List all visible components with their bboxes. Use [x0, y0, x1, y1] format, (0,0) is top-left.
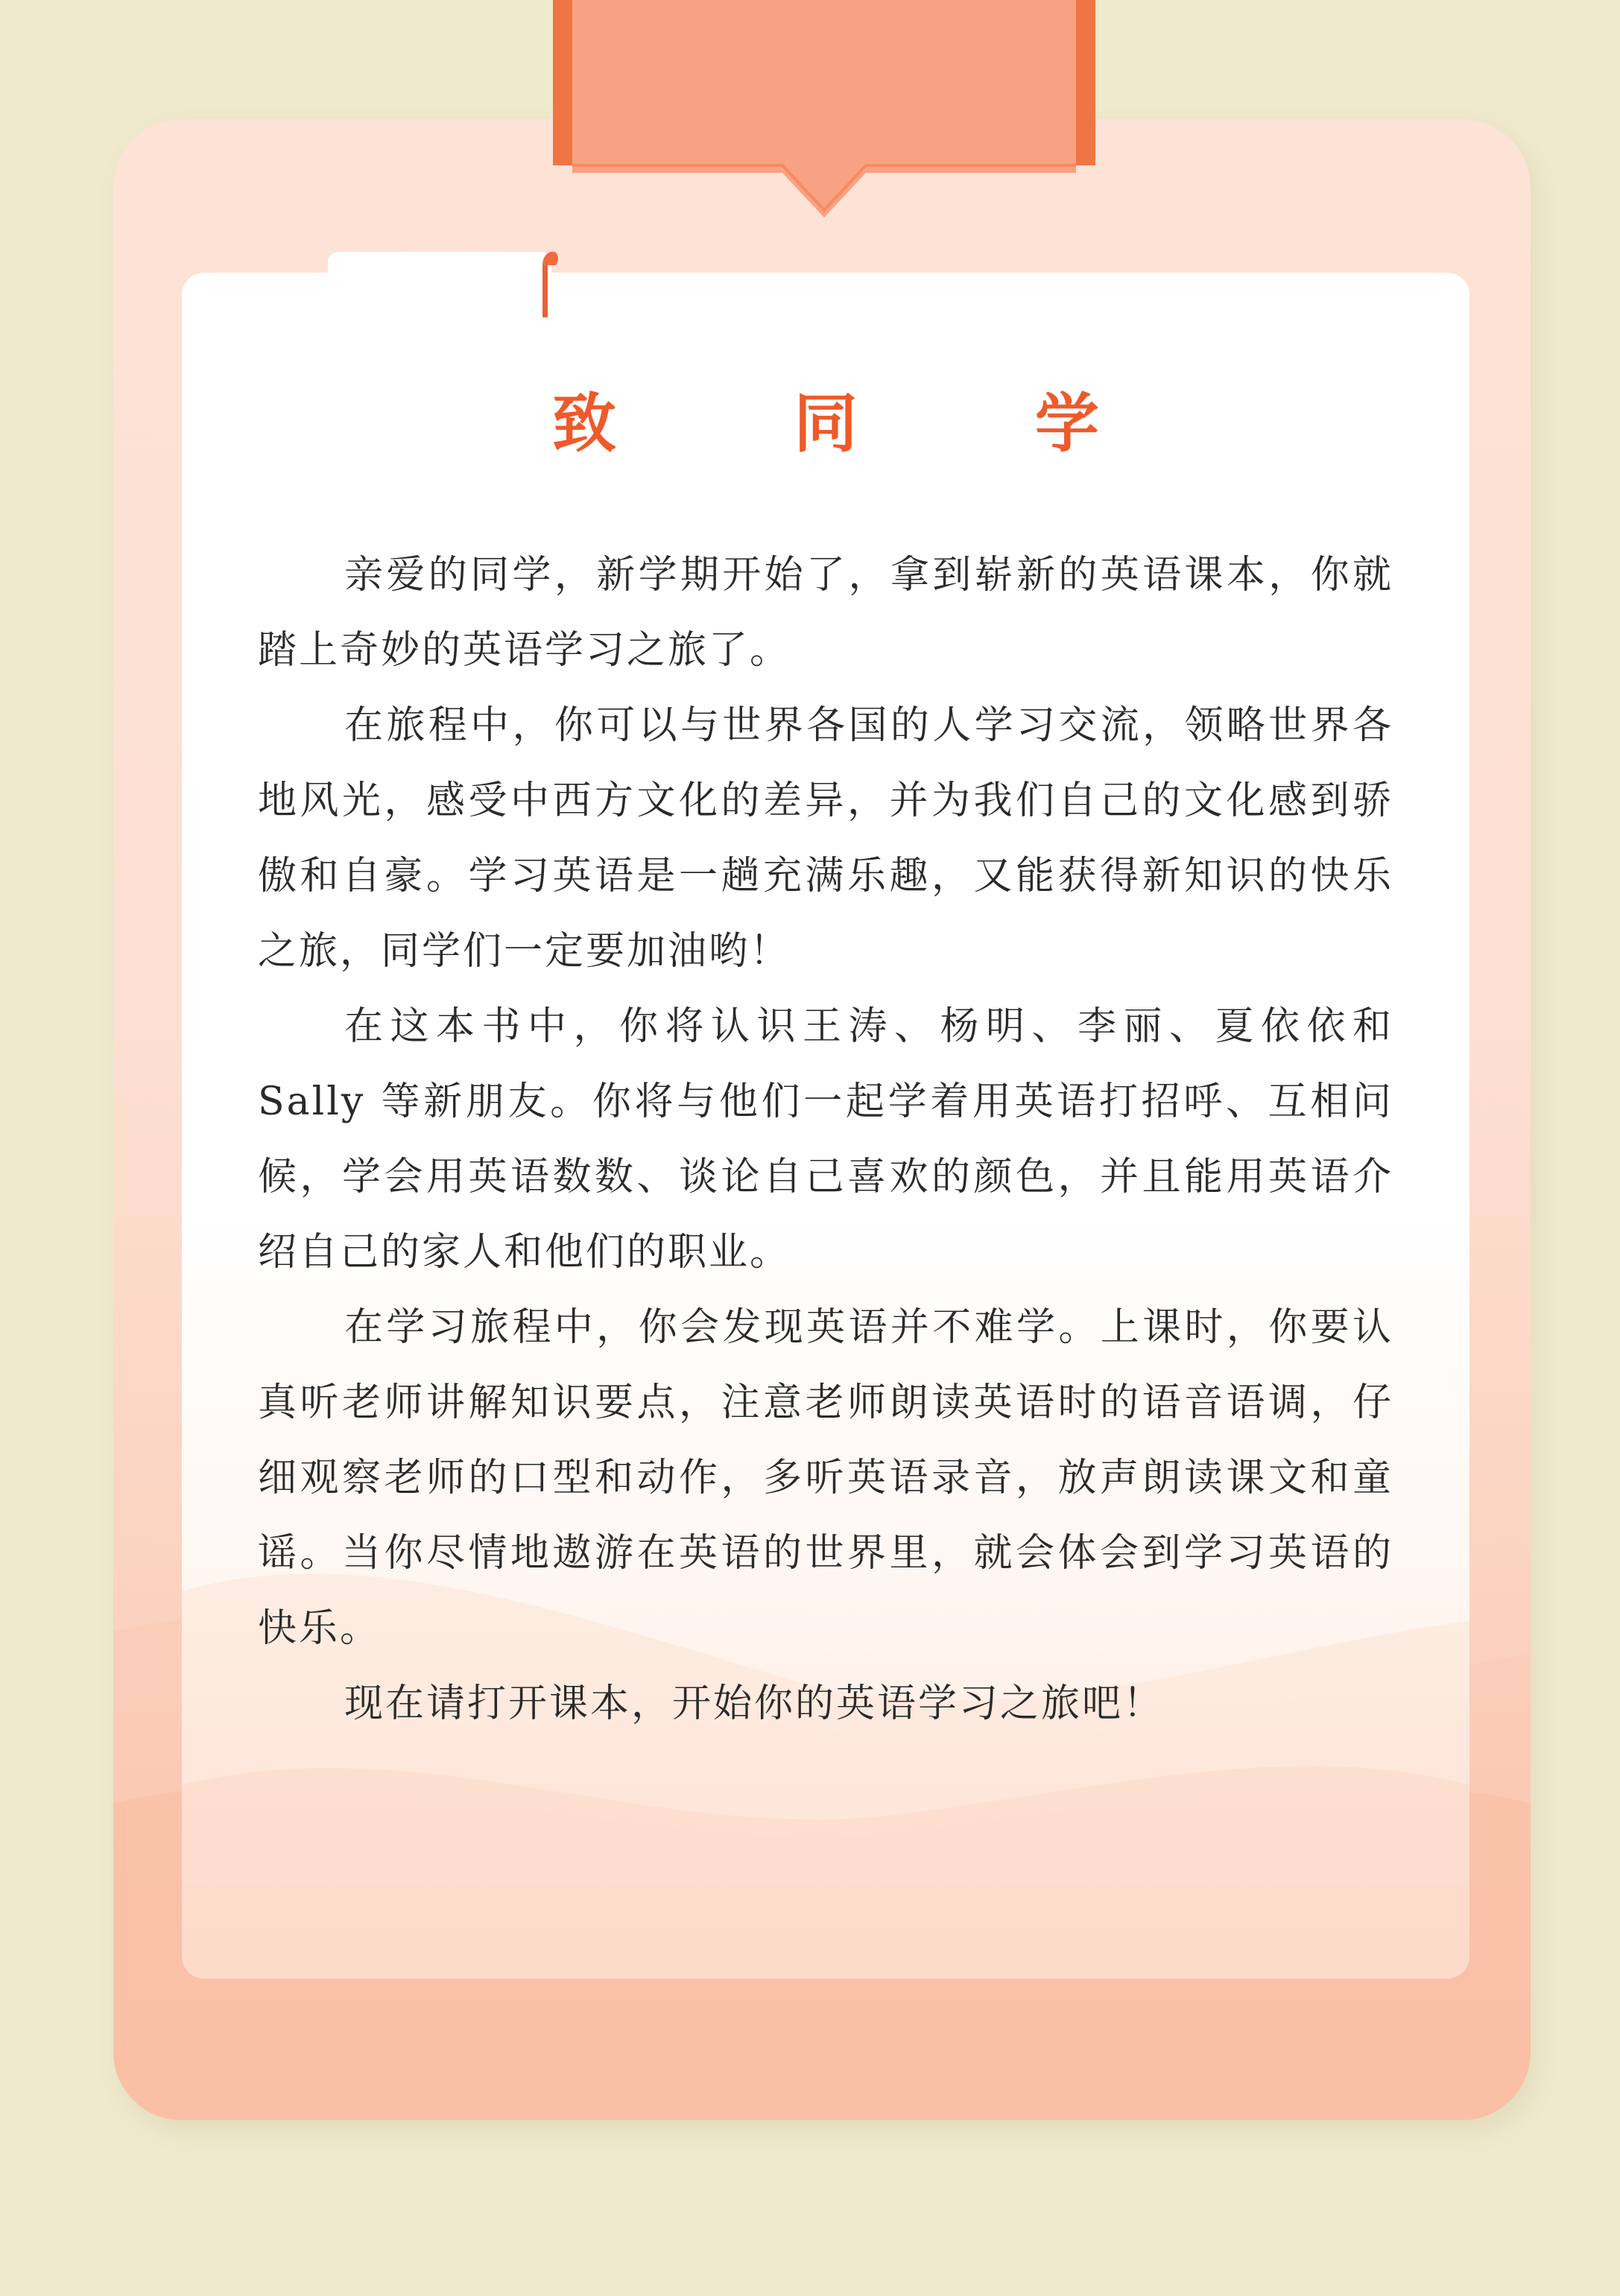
paragraph-1: 亲爱的同学，新学期开始了，拿到崭新的英语课本，你就踏上奇妙的英语学习之旅了。 — [258, 553, 1393, 673]
paragraph-2: 在旅程中，你可以与世界各国的人学习交流，领略世界各地风光，感受中西方文化的差异，并为我们自己的文化感到骄傲和自豪。学习英语是一趟充满乐趣，又能获得新知识的快乐之旅，同学们一定要加油哟！ — [258, 703, 1393, 974]
letter-body — [258, 538, 1393, 1742]
paragraph-5: 现在请打开课本，开始你的英语学习之旅吧！ — [344, 1681, 1165, 1726]
bookmark-pin — [542, 250, 559, 317]
paragraph-4: 在学习旅程中，你会发现英语并不难学。上课时，你要认真听老师讲解知识要点，注意老师朗读英语时的语音语调，仔细观察老师的口型和动作，多听英语录音，放声朗读课文和童谣。当你尽情地遨游在英语的世界里，就会体会到学习英语的快乐。 — [258, 1305, 1393, 1651]
paragraph-3: 在这本书中，你将认识王涛、杨明、李丽、夏依依和Sally 等新朋友。你将与他们一起学着用英语打招呼、互相问候，学会用英语数数、谈论自己喜欢的颜色，并且能用英语介绍自己的家人和他们的职业。 — [258, 1004, 1393, 1275]
bookmark-ribbon — [553, 0, 1095, 223]
page-title: 致 同 学 — [552, 387, 1177, 461]
